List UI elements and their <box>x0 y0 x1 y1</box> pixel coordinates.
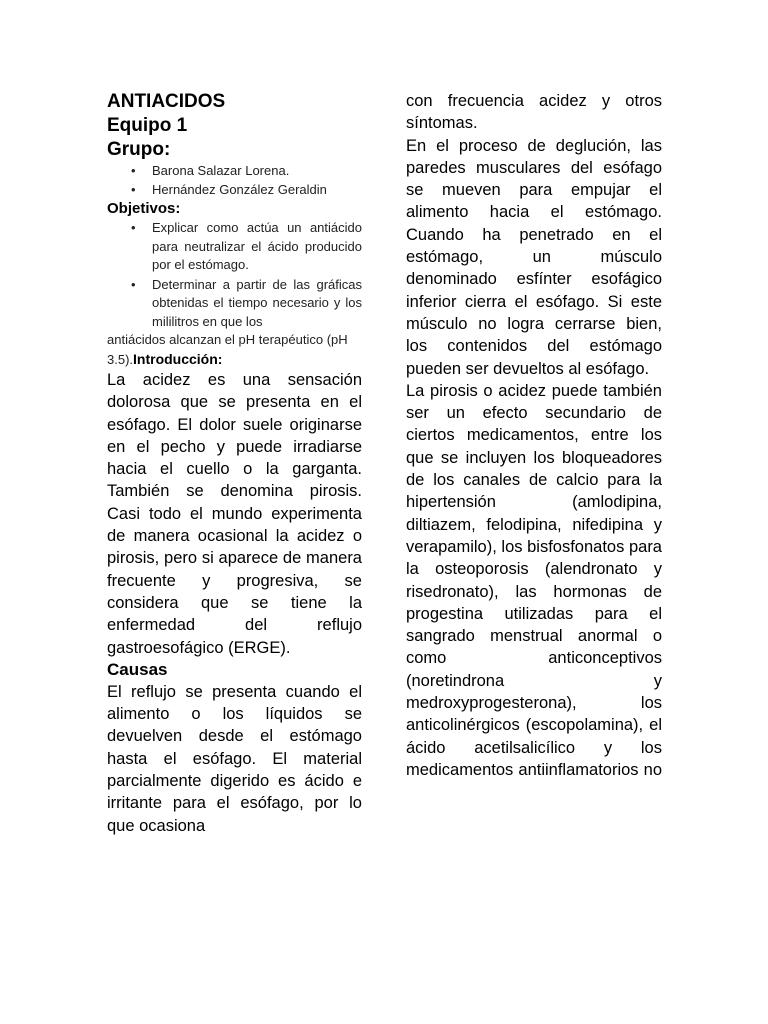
right-paragraph-1: con frecuencia acidez y otros síntomas. <box>406 92 662 133</box>
list-item: • Hernández González Geraldin <box>152 181 362 200</box>
objectives-continuation: antiácidos alcanzan el pH terapéutico (pH 3.5).Introducción: <box>107 332 348 367</box>
document-title: ANTIACIDOS <box>107 91 226 112</box>
list-item: • Barona Salazar Lorena. <box>152 162 362 181</box>
intro-paragraph: La acidez es una sensación dolorosa que se presenta en el esófago. El dolor suele originarse en el pecho y puede irradiarse hacia el cuello o la garganta. También se denomina pirosis. Casi todo el mundo experimenta de manera ocasional la acidez o pirosis, pero si aparece de manera frecuente y progresiva, se considera que se tiene la enfermedad del reflujo gastroesofágico (ERGE). <box>107 371 362 657</box>
objectives-list <box>107 219 362 331</box>
causes-heading: Causas <box>107 659 168 679</box>
right-paragraph-3: La pirosis o acidez puede también ser un efecto secundario de ciertos medicamentos, entre los que se incluyen los bloqueadores de los canales de calcio para la hipertensión (amlodipina, diltiazem, felodipina, nifedipina y verapamilo), los bisfosfonatos para la osteoporosis (alendronato y risedronato), las hormonas de progestina utilizadas para el sangrado menstrual anormal o como anticonceptivos (noretindrona y medroxyprogesterona), los anticolinérgicos (escopolamina), el ácido acetilsalicílico y los medicamentos antiinflamatorios no <box>406 381 662 779</box>
left-column <box>107 90 362 837</box>
bullet-icon: • <box>131 163 136 178</box>
objectives-heading: Objetivos: <box>107 200 181 217</box>
group-heading: Grupo: <box>107 139 171 160</box>
causes-paragraph: El reflujo se presenta cuando el alimento o los líquidos se devuelven desde el estómago hasta el esófago. El material parcialmente digerido es ácido e irritante para el esófago, por lo que ocasiona <box>107 682 362 835</box>
bullet-icon: • <box>131 220 136 235</box>
right-paragraph-2: En el proceso de deglución, las paredes musculares del esófago se mueven para empujar el alimento hacia el estómago. Cuando ha penetrado en el estómago, un músculo denominado esfínter esofágico inferior cierra el esófago. Si este músculo no logra cerrarse bien, los contenidos del estómago pueden ser devueltos al esófago. <box>406 136 662 378</box>
intro-heading: Introducción: <box>133 350 223 367</box>
team-heading: Equipo 1 <box>107 115 188 136</box>
right-column <box>406 90 662 781</box>
bullet-icon: • <box>131 276 136 292</box>
list-item: • Determinar a partir de las gráficas obtenidas el tiempo necesario y los mililitros en que los <box>131 276 362 329</box>
list-item: • Explicar como actúa un antiácido para neutralizar el ácido producido por el estómago. <box>131 220 362 272</box>
bullet-icon: • <box>131 181 136 197</box>
members-list <box>107 162 362 199</box>
